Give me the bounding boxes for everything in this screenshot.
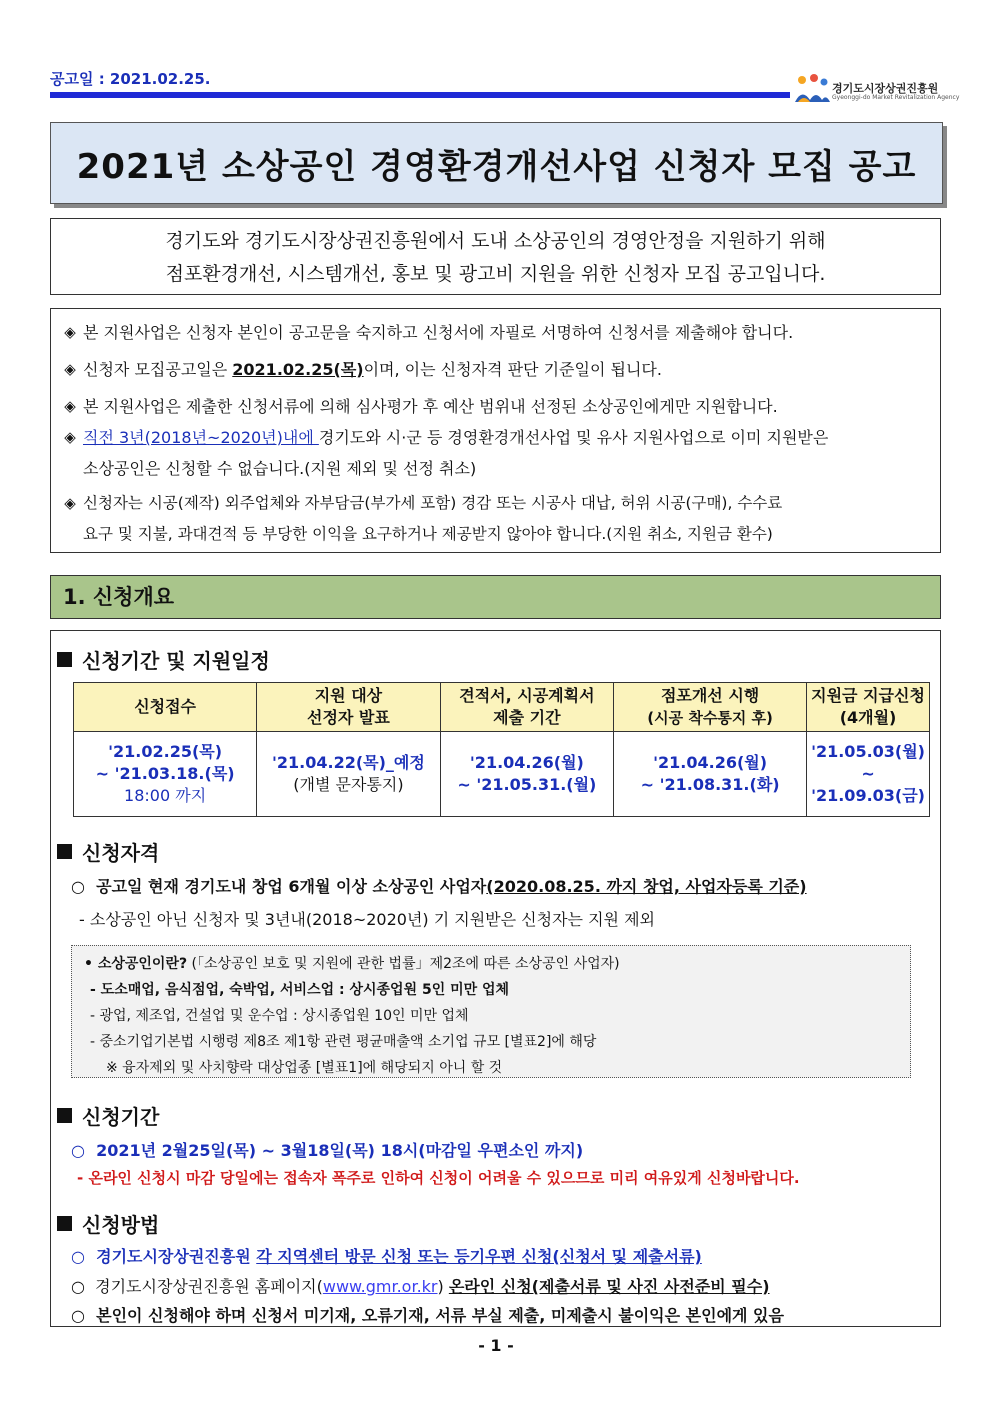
table-header: 점포개선 시행 (시공 착수통지 후) (614, 683, 807, 732)
circle-bullet-icon: ○ (71, 1141, 85, 1160)
schedule-heading: 신청기간 및 지원일정 (57, 645, 270, 674)
page-number: - 1 - (478, 1336, 514, 1355)
agency-logo (792, 72, 960, 108)
diamond-bullet-icon: ◈ (64, 428, 76, 446)
rule-4-period-link: 직전 3년(2018년~2020년)내에 (83, 428, 319, 447)
period-heading: 신청기간 (57, 1101, 159, 1130)
period-main: ○ 2021년 2월25일(목) ~ 3월18일(목) 18시(마감일 우편소인 까지) (71, 1141, 584, 1160)
diamond-bullet-icon: ◈ (64, 494, 76, 512)
table-header: 신청접수 (74, 683, 257, 732)
eligibility-exclusion: - 소상공인 아닌 신청자 및 3년내(2018~2020년) 기 지원받은 신청자는 지원 제외 (79, 910, 655, 929)
square-bullet-icon (57, 652, 72, 667)
diamond-bullet-icon: ◈ (64, 360, 76, 378)
header-rule (50, 92, 790, 98)
small-business-definition: • 소상공인이란? (「소상공인 보호 및 지원에 관한 법률」제2조에 따른 소상공인 사업자) - 도소매업, 음식점업, 숙박업, 서비스업 : 상시종업원 5인 미만 업체 - 광업, 제조업, 건설업 및 운수업 : 상시종업원 10인 미만 업체 - 중소기업기본법 시행령 제8조 제1항 관련 평균매출액 소기업 규모 [별표2]에 해당 ※ 융자제외 및 사치향락 대상업종 [별표1]에 해당되지 아니 할 것 (71, 945, 911, 1078)
title-box (50, 122, 943, 204)
logo-subtitle: Gyeonggi-do Market Revitalization Agency (832, 94, 960, 101)
table-header: 견적서, 시공계획서 제출 기간 (440, 683, 613, 732)
eligibility-heading: 신청자격 (57, 837, 159, 866)
table-cell: '21.04.26(월) ~ '21.08.31.(화) (614, 732, 807, 817)
table-cell: '21.05.03(월) ~ '21.09.03(금) (807, 732, 930, 817)
table-cell: '21.04.22(목)_예정 (개별 문자통지) (257, 732, 440, 817)
eligibility-main: ○ 공고일 현재 경기도내 창업 6개월 이상 소상공인 사업자(2020.08.25. 까지 창업, 사업자등록 기준) (71, 877, 807, 896)
intro-box (50, 218, 941, 295)
circle-bullet-icon: ○ (71, 877, 85, 896)
table-header: 지원금 지급신청 (4개월) (807, 683, 930, 732)
schedule-table (73, 682, 930, 817)
logo-name: 경기도시장상권진흥원 (832, 82, 939, 95)
homepage-link[interactable]: www.gmr.or.kr (322, 1277, 438, 1296)
section-1-title: 1. 신청개요 (50, 575, 941, 619)
square-bullet-icon (57, 1216, 72, 1231)
intro-line-2: 점포환경개선, 시스템개선, 홍보 및 광고비 지원을 위한 신청자 모집 공고입니다. (165, 263, 826, 285)
notice-date: 공고일 : 2021.02.25. (50, 70, 211, 88)
method-3: ○ 본인이 신청해야 하며 신청서 미기재, 오류기재, 서류 부실 제출, 미제출시 불이익은 본인에게 있음 (71, 1306, 784, 1325)
table-cell: '21.02.25(목) ~ '21.03.18.(목) 18:00 까지 (74, 732, 257, 817)
method-2: ○ 경기도시장상권진흥원 홈페이지(www.gmr.or.kr) 온라인 신청(제출서류 및 사진 사전준비 필수) (71, 1277, 770, 1296)
rule-1: ◈ 본 지원사업은 신청자 본인이 공고문을 숙지하고 신청서에 자필로 서명하여 신청서를 제출해야 합니다. (57, 317, 932, 348)
square-bullet-icon (57, 844, 72, 859)
table-header-row (74, 683, 930, 732)
notice-date-ref: 2021.02.25(목) (232, 360, 364, 379)
circle-bullet-icon: ○ (71, 1247, 85, 1266)
rule-3: ◈ 본 지원사업은 제출한 신청서류에 의해 심사평가 후 예산 범위내 선정된 소상공인에게만 지원합니다. (57, 391, 932, 422)
method-heading: 신청방법 (57, 1209, 159, 1238)
rule-5: ◈ 신청자는 시공(제작) 외주업체와 자부담금(부가세 포함) 경감 또는 시공사 대납, 허위 시공(구매), 수수료 요구 및 지불, 과대견적 등 부당한 이익을 요구하거나 제공받지 않아야 합니다.(지원 취소, 지원금 환수) (57, 488, 932, 550)
square-bullet-icon (57, 1108, 72, 1123)
table-row (74, 732, 930, 817)
circle-bullet-icon: ○ (71, 1277, 85, 1296)
rule-2: ◈ 신청자 모집공고일은 2021.02.25(목)이며, 이는 신청자격 판단 기준일이 됩니다. (57, 354, 932, 385)
rule-4: ◈ 직전 3년(2018년~2020년)내에 경기도와 시·군 등 경영환경개선사업 및 유사 지원사업으로 이미 지원받은 소상공인은 신청할 수 없습니다.(지원 제외 및 선정 취소) (57, 422, 932, 484)
diamond-bullet-icon: ◈ (64, 323, 76, 341)
diamond-bullet-icon: ◈ (64, 397, 76, 415)
table-header: 지원 대상 선정자 발표 (257, 683, 440, 732)
rules-box (50, 308, 941, 553)
circle-bullet-icon: ○ (71, 1306, 85, 1325)
section-1-content (50, 630, 941, 1327)
period-warning: - 온라인 신청시 마감 당일에는 접속자 폭주로 인하여 신청이 어려울 수 있으므로 미리 여유있게 신청바랍니다. (77, 1169, 800, 1187)
page-title: 2021년 소상공인 경영환경개선사업 신청자 모집 공고 (76, 146, 917, 187)
table-cell: '21.04.26(월) ~ '21.05.31.(월) (440, 732, 613, 817)
method-1: ○ 경기도시장상권진흥원 각 지역센터 방문 신청 또는 등기우편 신청(신청서 및 제출서류) (71, 1247, 702, 1266)
logo-icon (792, 72, 832, 108)
intro-line-1: 경기도와 경기도시장상권진흥원에서 도내 소상공인의 경영안정을 지원하기 위해 (165, 230, 826, 252)
